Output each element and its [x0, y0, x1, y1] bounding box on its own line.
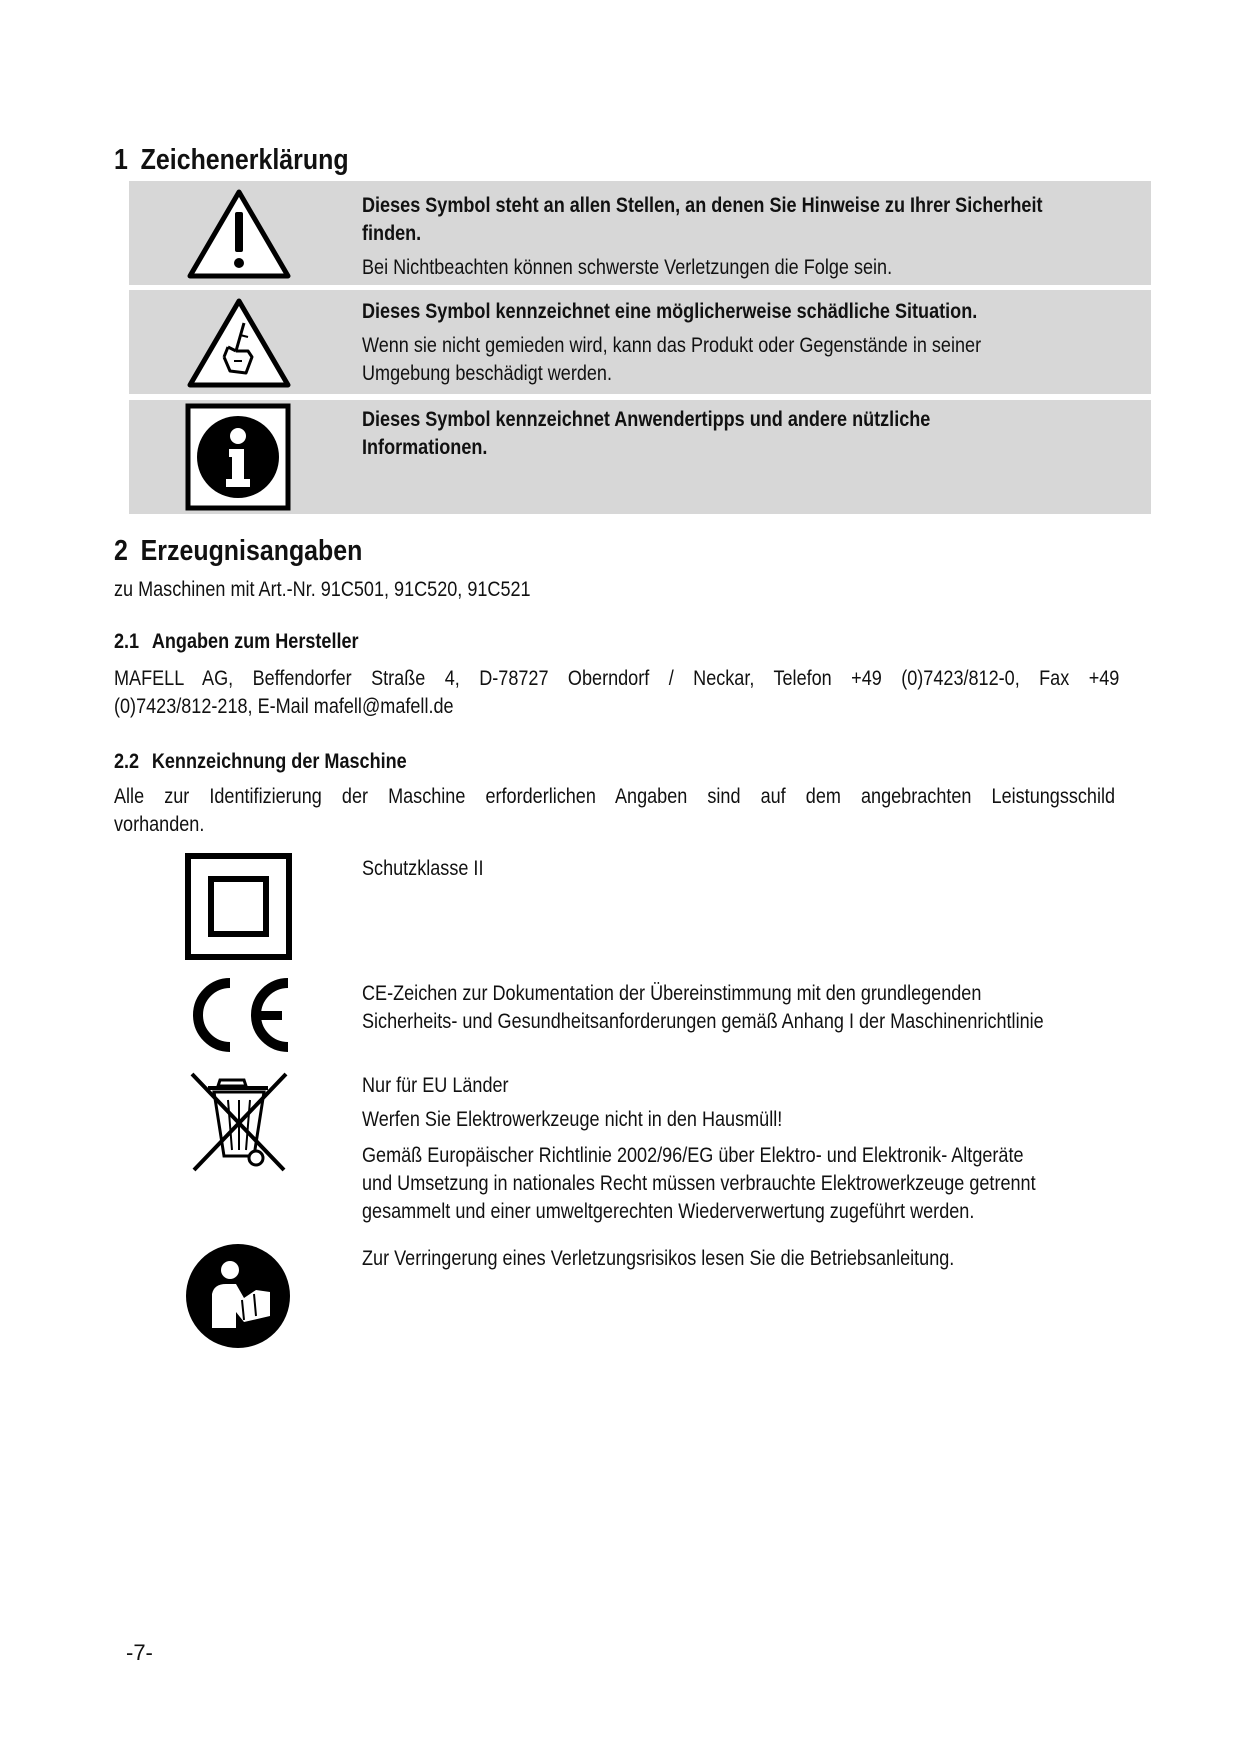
protection-class-2-icon — [184, 852, 294, 962]
section-1-heading: 1 Zeichenerklärung — [114, 144, 349, 176]
symbol-row-warning-text — [362, 192, 1142, 282]
section-2-intro: zu Maschinen mit Art.-Nr. 91C501, 91C520, 91C521 — [114, 578, 531, 601]
read-manual-text: Zur Verringerung eines Verletzungsrisikos lesen Sie die Betriebsanleitung. — [362, 1247, 955, 1270]
warning-bold-line: finden. — [362, 222, 422, 245]
info-icon — [184, 403, 294, 511]
crossed-bin-icon — [184, 1070, 294, 1174]
subsection-2-2-heading: 2.2 Kennzeichnung der Maschine — [114, 750, 407, 773]
warning-bold-line: Dieses Symbol steht an allen Stellen, an denen Sie Hinweise zu Ihrer Sicherheit — [362, 194, 1043, 217]
ce-mark-icon — [184, 975, 294, 1055]
machine-marking-line: vorhanden. — [114, 813, 205, 836]
subsection-2-1-heading: 2.1 Angaben zum Hersteller — [114, 630, 359, 653]
crossed-bin-text: Nur für EU Länder Werfen Sie Elektrowerkzeuge nicht in den Hausmüll! Gemäß Europäischer Richtlinie 2002/96/EG über Elektro- und Elektronik- Altgeräte und Umsetzung in nationales Recht müssen verbrauchte Elektrowerkzeuge getrennt gesammelt und einer umweltgerechten Wiederverwertung zugeführt werden. — [362, 1074, 1036, 1223]
warning-exclamation-icon — [184, 186, 294, 282]
machine-marking-line: Alle zur Identifizierung der Maschine erforderlichen Angaben sind auf dem angebrachten Leistungsschild — [114, 785, 1116, 808]
caution-normal-line: Umgebung beschädigt werden. — [362, 362, 613, 385]
machine-marking-text — [114, 783, 1119, 839]
protection-class-text: Schutzklasse II — [362, 857, 484, 880]
section-2-heading: 2 Erzeugnisangaben — [114, 535, 363, 567]
symbol-row-info-text — [362, 406, 1142, 462]
info-bold-line: Dieses Symbol kennzeichnet Anwendertipps und andere nützliche — [362, 408, 931, 431]
symbol-row-caution-text — [362, 298, 1142, 388]
read-manual-icon — [184, 1242, 294, 1350]
caution-bold-line: Dieses Symbol kennzeichnet eine möglicherweise schädliche Situation. — [362, 300, 978, 323]
warning-normal-line: Bei Nichtbeachten können schwerste Verletzungen die Folge sein. — [362, 256, 893, 279]
caution-hand-icon — [184, 295, 294, 391]
manufacturer-line: MAFELL AG, Beffendorfer Straße 4, D-78727 Oberndorf / Neckar, Telefon +49 (0)7423/812-0, Fax +49 — [114, 667, 1120, 690]
page-number: -7- — [126, 1640, 153, 1665]
manufacturer-line: (0)7423/812-218, E-Mail mafell@mafell.de — [114, 695, 454, 718]
manufacturer-address — [114, 665, 1119, 721]
ce-mark-text: CE-Zeichen zur Dokumentation der Übereinstimmung mit den grundlegenden Sicherheits- und Gesundheitsanforderungen gemäß Anhang I der Maschinenrichtlinie — [362, 982, 1044, 1033]
info-bold-line: Informationen. — [362, 436, 488, 459]
caution-normal-line: Wenn sie nicht gemieden wird, kann das Produkt oder Gegenstände in seiner — [362, 334, 982, 357]
